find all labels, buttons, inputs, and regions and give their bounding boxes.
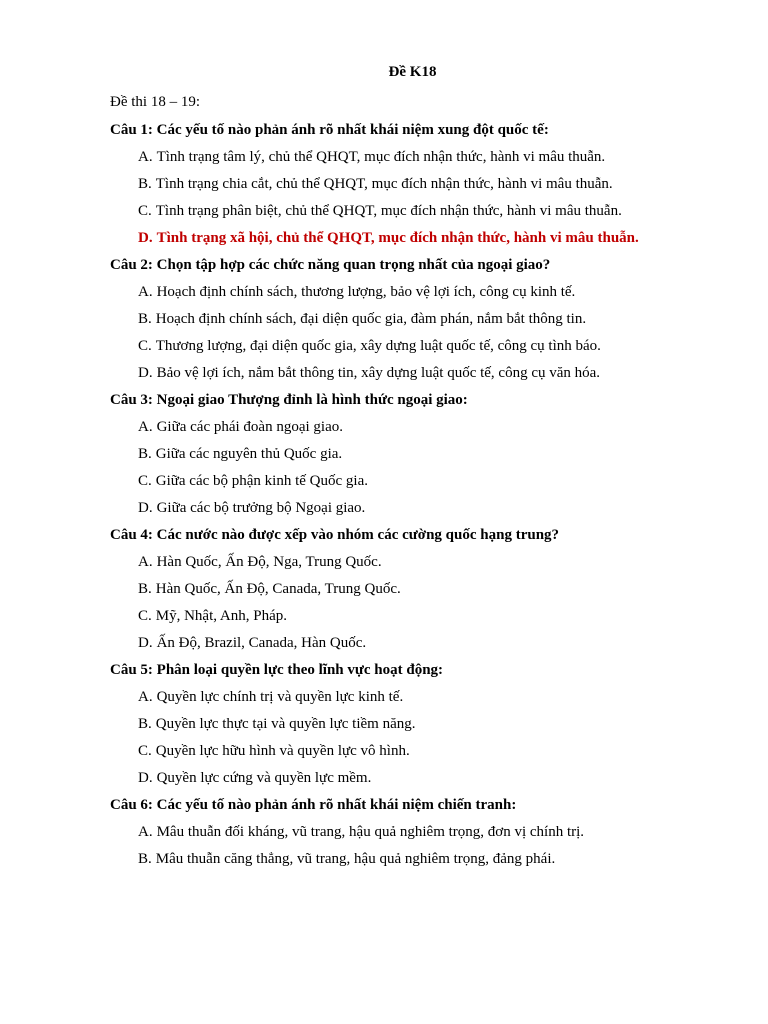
answer-option <box>138 336 695 356</box>
question-label: Câu 4: <box>110 527 153 543</box>
option-text: Quyền lực cứng và quyền lực mềm. <box>156 770 372 786</box>
option-text: Giữa các nguyên thủ Quốc gia. <box>155 446 343 462</box>
answer-option <box>138 606 695 626</box>
option-letter: D. <box>138 230 153 246</box>
question-text <box>110 255 695 275</box>
option-letter: D. <box>138 365 153 381</box>
exam-year-label: Đề thi 18 – 19: <box>110 94 200 110</box>
option-text: Giữa các bộ trưởng bộ Ngoại giao. <box>156 500 366 516</box>
question-label: Câu 3: <box>110 392 153 408</box>
answer-option <box>138 579 695 599</box>
option-letter: C. <box>138 608 152 624</box>
answer-option <box>138 363 695 383</box>
option-letter: B. <box>138 716 152 732</box>
option-text: Giữa các bộ phận kinh tế Quốc gia. <box>155 473 368 489</box>
question-text <box>110 390 695 410</box>
option-letter: B. <box>138 176 152 192</box>
option-text: Tình trạng tâm lý, chủ thể QHQT, mục đích nhận thức, hành vi mâu thuẫn. <box>156 149 606 165</box>
question-5 <box>110 660 695 788</box>
option-letter: A. <box>138 284 153 300</box>
question-text <box>110 525 695 545</box>
option-text: Ấn Độ, Brazil, Canada, Hàn Quốc. <box>156 635 367 651</box>
option-text: Hoạch định chính sách, đại diện quốc gia, đàm phán, nắm bắt thông tin. <box>155 311 587 327</box>
option-text: Thương lượng, đại diện quốc gia, xây dựng luật quốc tế, công cụ tình báo. <box>155 338 601 354</box>
option-letter: C. <box>138 203 152 219</box>
option-letter: C. <box>138 743 152 759</box>
option-text: Quyền lực hữu hình và quyền lực vô hình. <box>155 743 410 759</box>
question-label: Câu 2: <box>110 257 153 273</box>
answer-option <box>138 849 695 869</box>
option-text: Hàn Quốc, Ấn Độ, Nga, Trung Quốc. <box>156 554 382 570</box>
question-text <box>110 795 695 815</box>
answer-option <box>138 174 695 194</box>
option-text: Mâu thuẫn đối kháng, vũ trang, hậu quả nghiêm trọng, đơn vị chính trị. <box>156 824 585 840</box>
answer-option <box>138 147 695 167</box>
option-text: Quyền lực thực tại và quyền lực tiềm năng. <box>155 716 416 732</box>
question-text <box>110 120 695 140</box>
option-letter: D. <box>138 770 153 786</box>
option-text: Quyền lực chính trị và quyền lực kinh tế. <box>156 689 404 705</box>
answer-options <box>110 687 695 788</box>
answer-options <box>110 552 695 653</box>
answer-option-correct <box>138 228 695 248</box>
question-label: Câu 6: <box>110 797 153 813</box>
option-letter: A. <box>138 824 153 840</box>
option-text: Tình trạng xã hội, chủ thể QHQT, mục đích nhận thức, hành vi mâu thuẫn. <box>156 230 639 246</box>
answer-option <box>138 687 695 707</box>
option-text: Tình trạng chia cắt, chủ thể QHQT, mục đích nhận thức, hành vi mâu thuẫn. <box>155 176 613 192</box>
answer-option <box>138 471 695 491</box>
option-letter: B. <box>138 446 152 462</box>
question-4 <box>110 525 695 653</box>
option-letter: C. <box>138 473 152 489</box>
option-text: Hoạch định chính sách, thương lượng, bảo vệ lợi ích, công cụ kinh tế. <box>156 284 576 300</box>
question-body: Các nước nào được xếp vào nhóm các cường quốc hạng trung? <box>156 527 560 543</box>
option-text: Tình trạng phân biệt, chủ thể QHQT, mục đích nhận thức, hành vi mâu thuẫn. <box>155 203 622 219</box>
option-text: Mâu thuẫn căng thẳng, vũ trang, hậu quả nghiêm trọng, đảng phái. <box>155 851 556 867</box>
option-text: Hàn Quốc, Ấn Độ, Canada, Trung Quốc. <box>155 581 401 597</box>
answer-option <box>138 201 695 221</box>
option-letter: D. <box>138 500 153 516</box>
option-letter: A. <box>138 554 153 570</box>
option-letter: A. <box>138 419 153 435</box>
question-3 <box>110 390 695 518</box>
answer-option <box>138 822 695 842</box>
question-text <box>110 660 695 680</box>
option-letter: A. <box>138 149 153 165</box>
option-letter: B. <box>138 311 152 327</box>
question-body: Chọn tập hợp các chức năng quan trọng nhất của ngoại giao? <box>156 257 551 273</box>
answer-option <box>138 552 695 572</box>
option-text: Mỹ, Nhật, Anh, Pháp. <box>155 608 288 624</box>
answer-option <box>138 282 695 302</box>
document-title: Đề K18 <box>388 64 437 80</box>
answer-option <box>138 444 695 464</box>
answer-options <box>110 822 695 869</box>
answer-option <box>138 768 695 788</box>
question-2 <box>110 255 695 383</box>
answer-option <box>138 417 695 437</box>
question-body: Các yếu tố nào phản ánh rõ nhất khái niệm chiến tranh: <box>156 797 517 813</box>
question-body: Ngoại giao Thượng đỉnh là hình thức ngoại giao: <box>156 392 468 408</box>
option-letter: C. <box>138 338 152 354</box>
option-text: Bảo vệ lợi ích, nắm bắt thông tin, xây dựng luật quốc tế, công cụ văn hóa. <box>156 365 601 381</box>
answer-option <box>138 741 695 761</box>
question-label: Câu 5: <box>110 662 153 678</box>
question-label: Câu 1: <box>110 122 153 138</box>
option-letter: B. <box>138 851 152 867</box>
answer-options <box>110 147 695 248</box>
question-body: Các yếu tố nào phản ánh rõ nhất khái niệm xung đột quốc tế: <box>156 122 549 138</box>
answer-options <box>110 417 695 518</box>
option-letter: A. <box>138 689 153 705</box>
question-1 <box>110 120 695 248</box>
question-list <box>110 120 695 869</box>
option-letter: D. <box>138 635 153 651</box>
answer-option <box>138 714 695 734</box>
question-body: Phân loại quyền lực theo lĩnh vực hoạt động: <box>156 662 444 678</box>
option-letter: B. <box>138 581 152 597</box>
option-text: Giữa các phái đoàn ngoại giao. <box>156 419 343 435</box>
answer-option <box>138 309 695 329</box>
answer-options <box>110 282 695 383</box>
answer-option <box>138 633 695 653</box>
question-6 <box>110 795 695 869</box>
answer-option <box>138 498 695 518</box>
